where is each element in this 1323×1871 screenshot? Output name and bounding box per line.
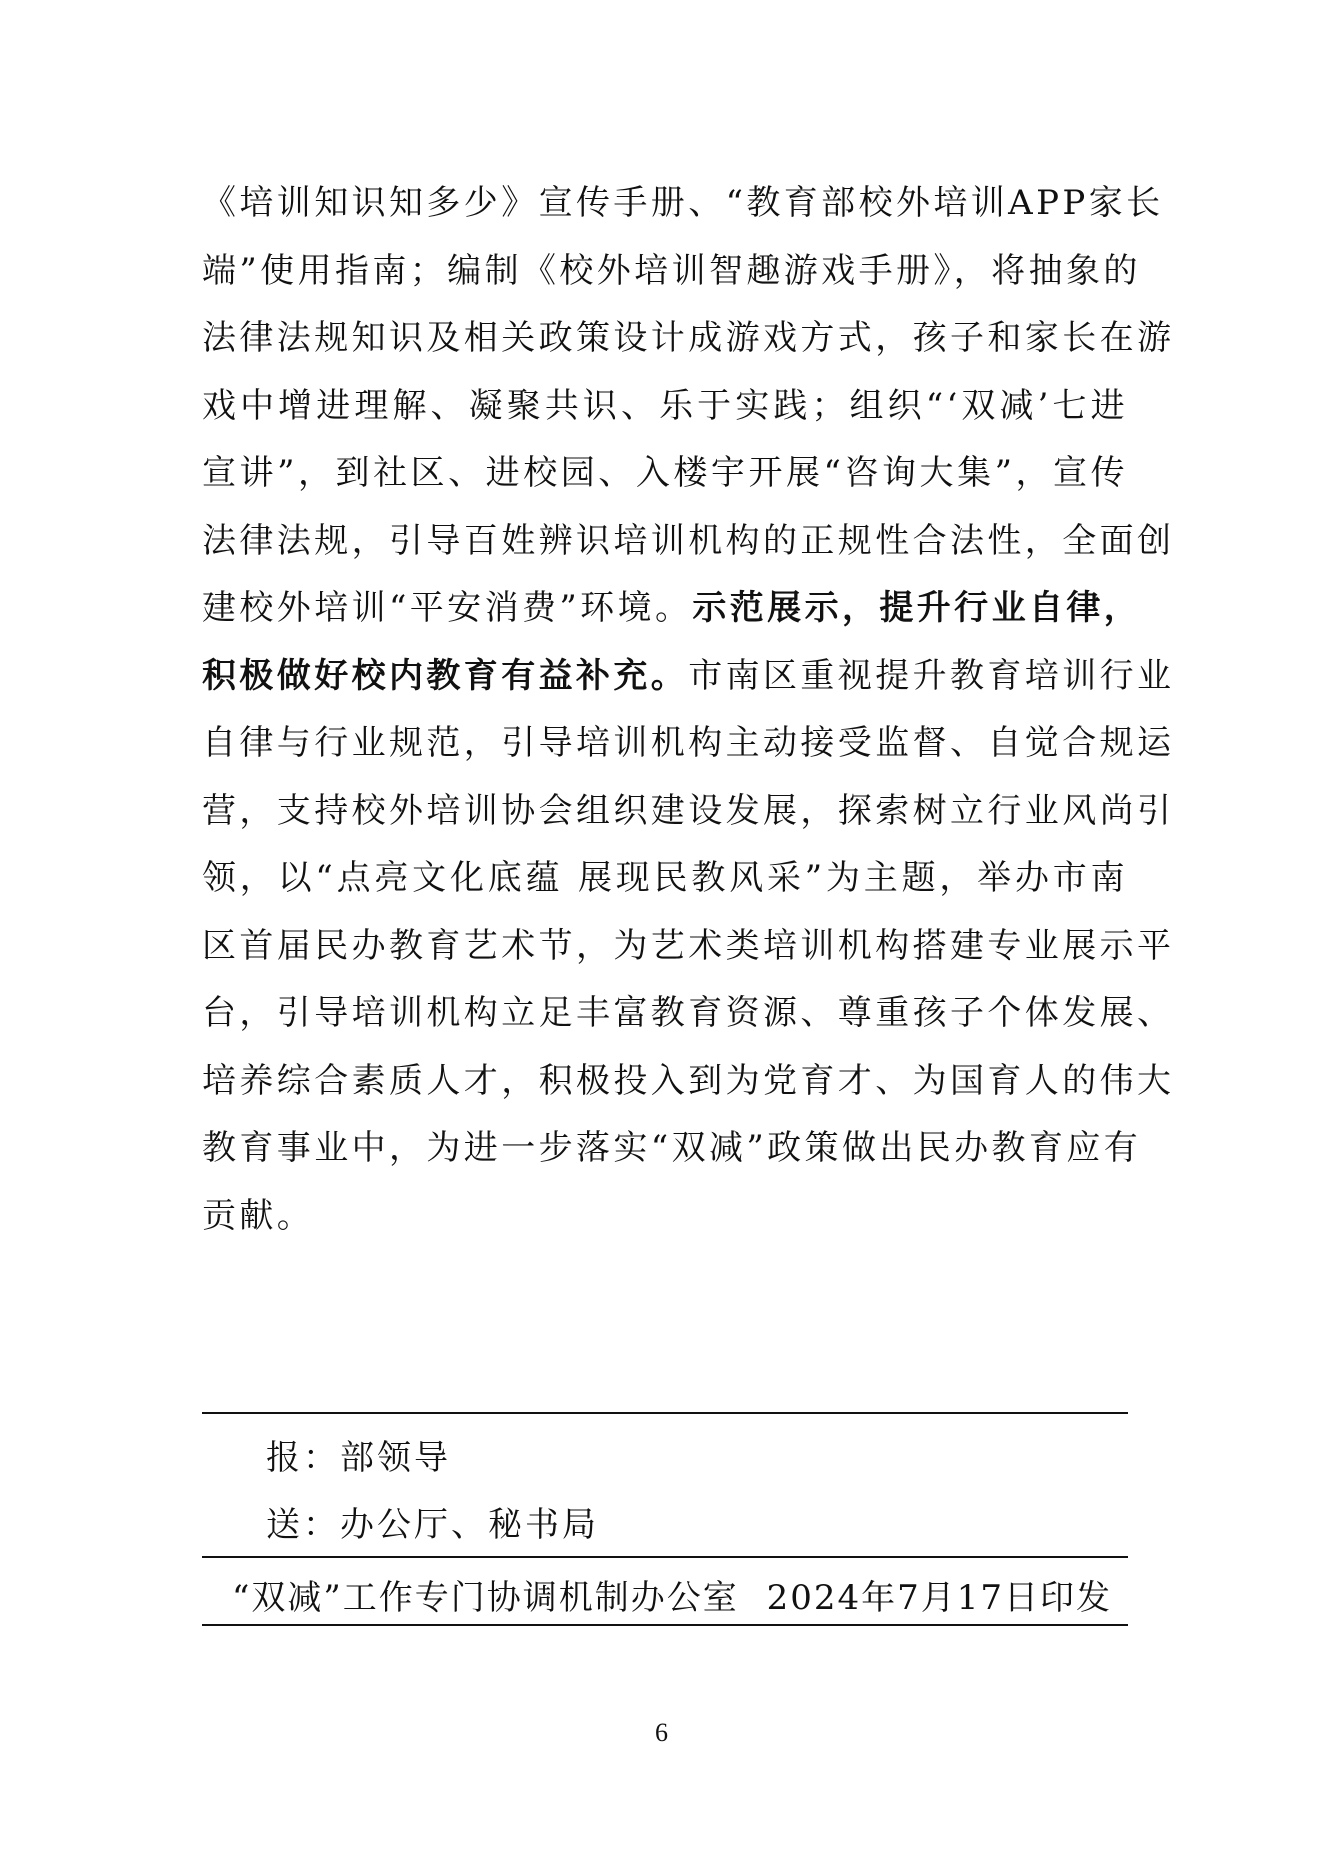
- text-run: 宣讲”，到社区、进校园、入楼宇开展“咨询大集”，宣传: [202, 453, 1128, 493]
- text-run: 法律法规，引导百姓辨识培训机构的正规性合法性，全面创: [202, 520, 1175, 561]
- text-run: 建校外培训“平安消费”环境。: [202, 588, 693, 628]
- text-run: 教育事业中，为进一步落实“双减”政策做出民办教育应有: [202, 1128, 1142, 1168]
- paragraph-line: [202, 373, 1128, 441]
- send-to: 送：办公厅、秘书局: [266, 1505, 599, 1545]
- paragraph-line: [202, 508, 1175, 576]
- text-run: 培养综合素质人才，积极投入到为党育才、为国育人的伟大: [202, 1060, 1175, 1101]
- paragraph-line: [202, 1048, 1175, 1116]
- paragraph-line: [202, 980, 1175, 1048]
- issue-date: 2024年7月17日印发: [766, 1578, 1112, 1618]
- distribution-top-rule: [202, 1412, 1128, 1414]
- paragraph-line: [202, 710, 1175, 778]
- text-run: 台，引导培训机构立足丰富教育资源、尊重孩子个体发展、: [202, 993, 1175, 1033]
- page-number: 6: [655, 1718, 668, 1747]
- text-run: 戏中增进理解、凝聚共识、乐于实践；组织“‘双减’七进: [202, 385, 1128, 426]
- text-run: 自律与行业规范，引导培训机构主动接受监督、自觉合规运: [202, 723, 1175, 763]
- text-run: 端”使用指南；编制《校外培训智趣游戏手册》，将抽象的: [202, 250, 1141, 291]
- bold-text-run: 示范展示，提升行业自律，: [692, 588, 1142, 628]
- text-run: 区首届民办教育艺术节，为艺术类培训机构搭建专业展示平: [202, 925, 1175, 966]
- paragraph-line: [202, 575, 1142, 643]
- issuer-name: “双减”工作专门协调机制办公室: [232, 1578, 739, 1618]
- paragraph-line: [202, 170, 1164, 238]
- text-run: 领，以“点亮文化底蕴 展现民教风采”为主题，举办市南: [202, 858, 1128, 898]
- footer-top-rule: [202, 1556, 1128, 1558]
- paragraph-line: [202, 1183, 1128, 1251]
- paragraph-line: [202, 913, 1175, 981]
- paragraph-line: [202, 440, 1128, 508]
- text-run: 贡献。: [202, 1195, 315, 1236]
- footer-bottom-rule: [202, 1624, 1128, 1626]
- report-to: 报：部领导: [266, 1438, 451, 1478]
- text-run: 营，支持校外培训协会组织建设发展，探索树立行业风尚引: [202, 790, 1175, 831]
- text-run: 法律法规知识及相关政策设计成游戏方式，孩子和家长在游: [202, 318, 1175, 358]
- paragraph-line: [202, 845, 1128, 913]
- text-run: 《培训知识知多少》宣传手册、“教育部校外培训APP家长: [202, 183, 1164, 223]
- paragraph-line: [202, 778, 1175, 846]
- paragraph-line: [202, 238, 1141, 306]
- paragraph-line: [202, 1115, 1142, 1183]
- text-run: 市南区重视提升教育培训行业: [688, 655, 1175, 696]
- paragraph-line: [202, 305, 1175, 373]
- paragraph-line: [202, 643, 1175, 711]
- bold-text-run: 积极做好校内教育有益补充。: [202, 655, 689, 696]
- body-paragraph: [202, 170, 1175, 1250]
- issuer-line: [232, 1570, 1112, 1619]
